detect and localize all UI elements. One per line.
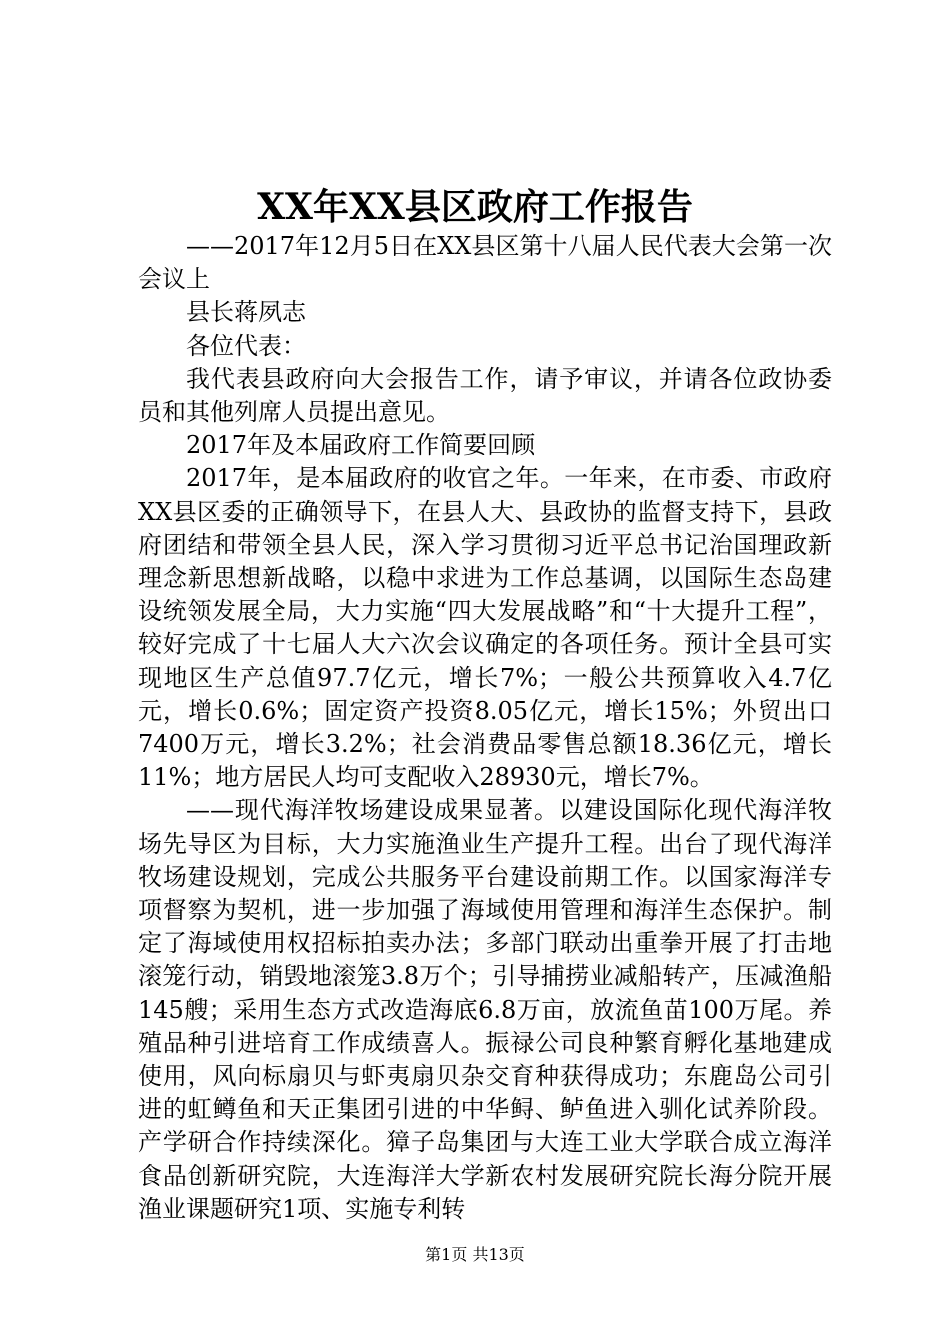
page-number-footer: 第1页 共13页 xyxy=(425,1245,525,1264)
document-body xyxy=(138,230,832,1226)
ocean-ranch-paragraph: ——现代海洋牧场建设成果显著。以建设国际化现代海洋牧场先导区为目标，大力实施渔业生产提升工程。出台了现代海洋牧场建设规划，完成公共服务平台建设前期工作。以国家海洋专项督察为契机，进一步加强了海域使用管理和海洋生态保护。制定了海域使用权招标拍卖办法；多部门联动出重拳开展了打击地滚笼行动，销毁地滚笼3.8万个；引导捕捞业减船转产，压减渔船145艘；采用生态方式改造海底6.8万亩，放流鱼苗100万尾。养殖品种引进培育工作成绩喜人。振禄公司良种繁育孵化基地建成使用，风向标扇贝与虾夷扇贝杂交育种获得成功；东鹿岛公司引进的虹鳟鱼和天正集团引进的中华鲟、鲈鱼进入驯化试养阶段。产学研合作持续深化。獐子岛集团与大连工业大学联合成立海洋食品创新研究院，大连海洋大学新农村发展研究院长海分院开展渔业课题研究1项、实施专利转 xyxy=(138,796,832,1223)
section-heading: 2017年及本届政府工作简要回顾 xyxy=(186,431,536,460)
subtitle-paragraph: ——2017年12月5日在XX县区第十八届人民代表大会第一次会议上 xyxy=(138,232,832,294)
review-paragraph: 2017年，是本届政府的收官之年。一年来，在市委、市政府XX县区委的正确领导下，在县人大、县政协的监督支持下，县政府团结和带领全县人民，深入学习贯彻习近平总书记治国理政新理念新思想新战略，以稳中求进为工作总基调，以国际生态岛建设统领发展全局，大力实施“四大发展战略”和“十大提升工程”，较好完成了十七届人大六次会议确定的各项任务。预计全县可实现地区生产总值97.7亿元，增长7%；一般公共预算收入4.7亿元，增长0.6%；固定资产投资8.05亿元，增长15%；外贸出口7400万元，增长3.2%；社会消费品零售总额18.36亿元，增长11%；地方居民人均可支配收入28930元，增长7%。 xyxy=(138,464,832,792)
speaker-paragraph: 县长蒋夙志 xyxy=(186,298,306,327)
document-title: XX年XX县区政府工作报告 xyxy=(257,186,693,228)
intro-paragraph: 我代表县政府向大会报告工作，请予审议，并请各位政协委员和其他列席人员提出意见。 xyxy=(138,364,832,427)
salutation-paragraph: 各位代表： xyxy=(186,331,306,360)
